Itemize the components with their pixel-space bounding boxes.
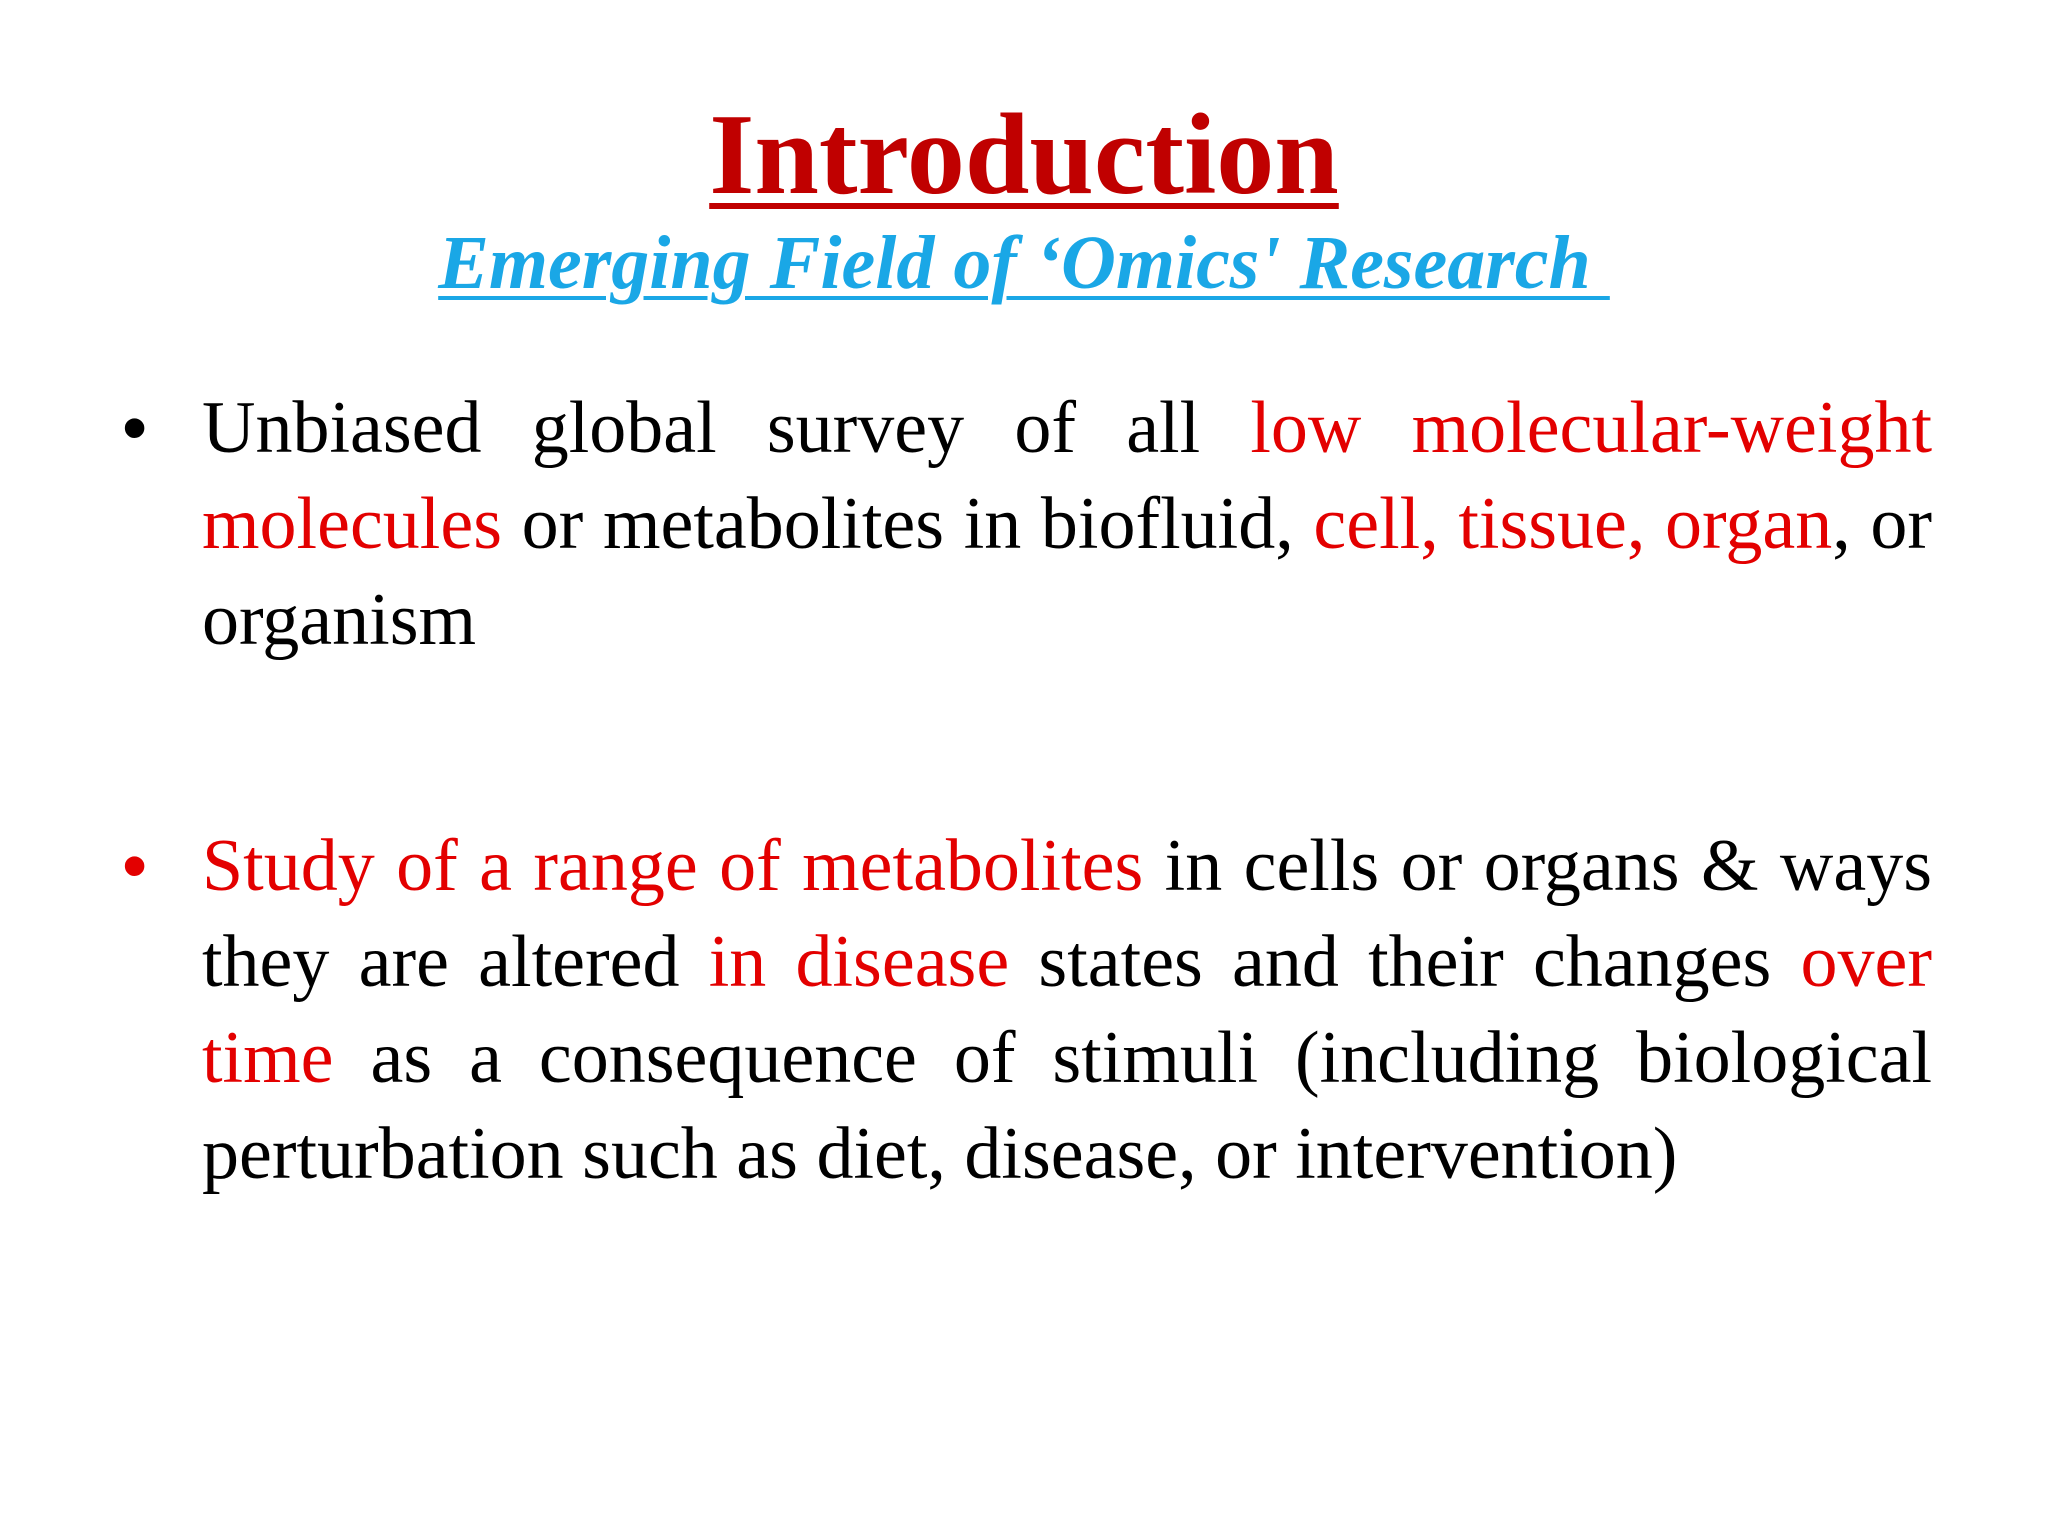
highlight-text-run: low molecular-weight molecules xyxy=(202,387,1933,565)
highlight-text-run: in disease xyxy=(708,921,1010,1003)
bullet-dot-icon: • xyxy=(122,388,148,468)
text-run: , or organism xyxy=(202,483,1932,661)
bullet-item-1 xyxy=(0,380,2048,668)
text-run: as a consequence of stimuli (including biological perturbation such as diet, disease, or intervention) xyxy=(202,1017,1932,1195)
bullet-text xyxy=(202,818,1932,1202)
highlight-text-run: Study of a range of metabolites xyxy=(202,825,1144,907)
slide-title: Introduction xyxy=(709,91,1339,219)
bullet-text xyxy=(202,380,1932,668)
slide-subtitle: Emerging Field of ‘Omics' Research xyxy=(438,221,1610,305)
text-run: Unbiased global survey of all xyxy=(202,387,1251,469)
bullet-item-2 xyxy=(0,818,2048,1298)
text-run: in cells or organs & ways they are altered xyxy=(202,825,1933,1003)
text-run: or metabolites in biofluid, xyxy=(502,483,1314,565)
bullet-list xyxy=(0,380,2048,1298)
highlight-text-run: cell, tissue, organ xyxy=(1313,483,1833,565)
text-run: states and their changes xyxy=(1009,921,1801,1003)
bullet-dot-icon: • xyxy=(122,826,148,906)
highlight-text-run: over time xyxy=(202,921,1933,1099)
